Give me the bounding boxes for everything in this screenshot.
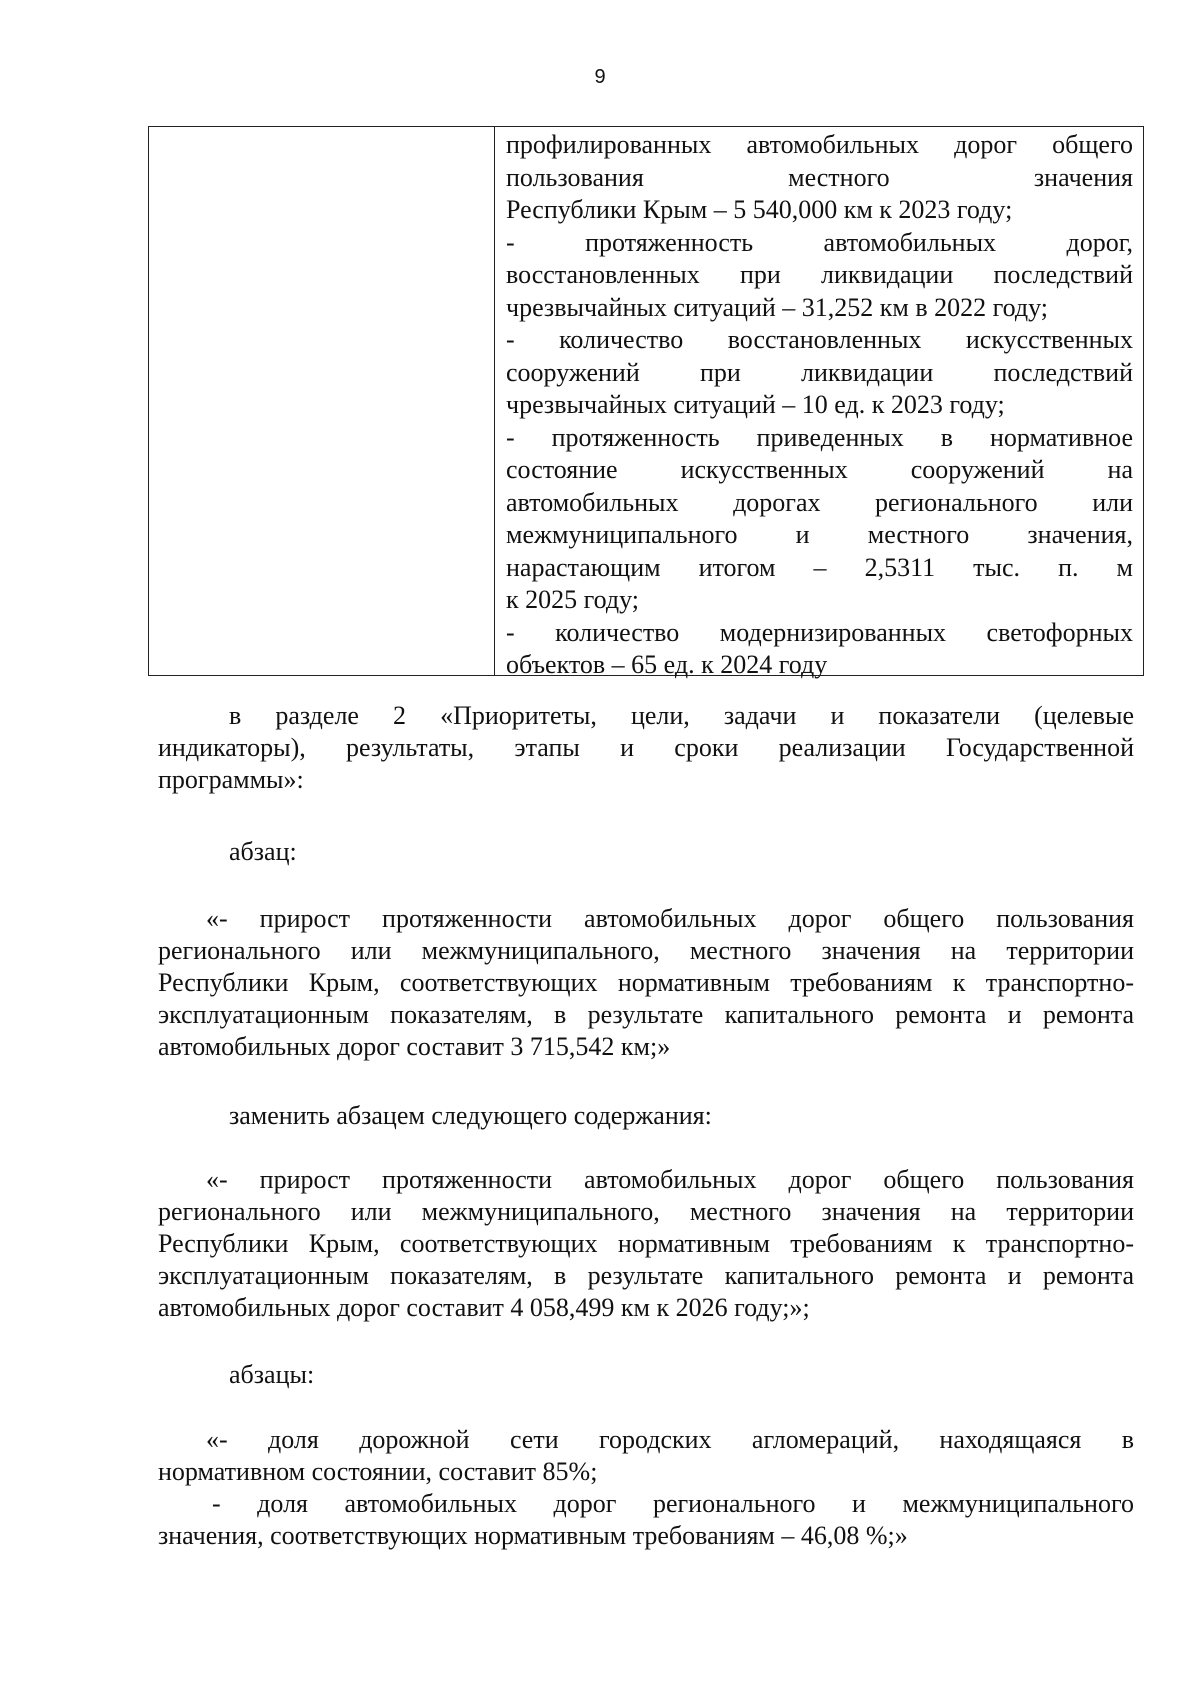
- paragraph-line: регионального или межмуниципального, местного значения на территории: [158, 936, 1134, 965]
- cell-line: сооружений при ликвидации последствий: [506, 357, 1133, 387]
- paragraph-line: «- доля дорожной сети городских агломераций, находящаяся в: [206, 1425, 1134, 1454]
- cell-line: профилированных автомобильных дорог общего: [506, 130, 1133, 159]
- cell-line: нарастающим итогом – 2,5311 тыс. п. м: [506, 552, 1133, 582]
- cell-line: Республики Крым – 5 540,000 км к 2023 году;: [506, 195, 1013, 224]
- section-intro-paragraph: [158, 700, 1134, 796]
- label-abzatsy: абзацы:: [229, 1360, 315, 1389]
- paragraph-line: регионального или межмуниципального, местного значения на территории: [158, 1197, 1134, 1226]
- cell-line: автомобильных дорогах регионального или: [506, 487, 1133, 517]
- page-number: 9: [594, 66, 606, 88]
- table-cell-indicators: [506, 129, 1133, 682]
- cell-line: чрезвычайных ситуаций – 10 ед. к 2023 году;: [506, 390, 1005, 419]
- cell-line: - количество модернизированных светофорных: [506, 617, 1133, 647]
- paragraph-line: эксплуатационным показателям, в результате капитального ремонта и ремонта: [158, 1261, 1134, 1290]
- paragraph-line: Республики Крым, соответствующих нормативным требованиям к транспортно-: [158, 1229, 1134, 1258]
- paragraph-line: автомобильных дорог составит 4 058,499 км к 2026 году;»;: [158, 1293, 810, 1322]
- paragraph-line: Республики Крым, соответствующих нормативным требованиям к транспортно-: [158, 968, 1134, 997]
- old-paragraph: [158, 903, 1134, 1063]
- paragraph-line: в разделе 2 «Приоритеты, цели, задачи и показатели (целевые: [229, 701, 1134, 730]
- new-paragraph: [158, 1164, 1134, 1324]
- cell-line: пользования местного значения: [506, 162, 1133, 192]
- paragraph-line: «- прирост протяженности автомобильных дорог общего пользования: [206, 1165, 1134, 1194]
- program-table-continuation: [148, 126, 1144, 679]
- cell-line: состояние искусственных сооружений на: [506, 455, 1133, 484]
- cell-line: объектов – 65 ед. к 2024 году: [506, 650, 828, 679]
- final-paragraph-regional-roads: [158, 1488, 1134, 1552]
- paragraph-line: эксплуатационным показателям, в результате капитального ремонта и ремонта: [158, 1000, 1134, 1029]
- paragraph-line: значения, соответствующих нормативным требованиям – 46,08 %;»: [158, 1521, 908, 1550]
- paragraph-line: - доля автомобильных дорог регионального и межмуниципального: [212, 1489, 1134, 1518]
- cell-line: - протяженность автомобильных дорог,: [506, 227, 1133, 257]
- label-replace-instruction: заменить абзацем следующего содержания:: [229, 1101, 712, 1130]
- cell-line: - количество восстановленных искусственных: [506, 325, 1133, 354]
- paragraph-line: индикаторы), результаты, этапы и сроки реализации Государственной: [158, 733, 1134, 762]
- table-column-divider: [494, 127, 495, 675]
- cell-line: - протяженность приведенных в нормативное: [506, 422, 1133, 452]
- paragraph-line: «- прирост протяженности автомобильных дорог общего пользования: [206, 904, 1134, 933]
- label-abzats: абзац:: [229, 837, 297, 866]
- paragraph-line: автомобильных дорог составит 3 715,542 км;»: [158, 1032, 671, 1061]
- cell-line: чрезвычайных ситуаций – 31,252 км в 2022 году;: [506, 292, 1049, 322]
- cell-line: восстановленных при ликвидации последствий: [506, 260, 1133, 289]
- cell-line: к 2025 году;: [506, 585, 640, 614]
- final-paragraph-agglomerations: [158, 1424, 1134, 1488]
- cell-line: межмуниципального и местного значения,: [506, 520, 1133, 549]
- paragraph-line: нормативном состоянии, составит 85%;: [158, 1457, 598, 1486]
- paragraph-line: программы»:: [158, 765, 304, 794]
